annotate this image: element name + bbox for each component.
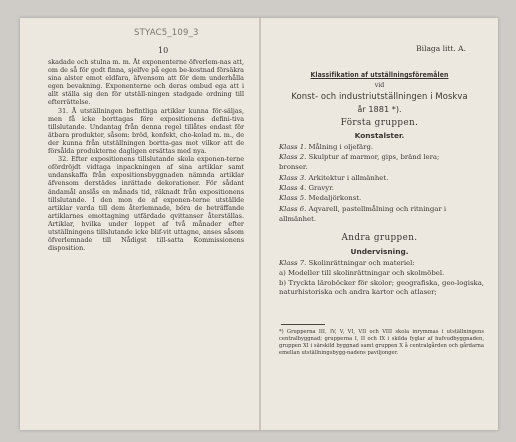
- class-label: Klass 7.: [279, 259, 307, 267]
- footnote: *) Grupperna III, IV, V, VI, VII och VIII skola inrymmas i utställningens centralbyggnad; grupperna I, II och IX i skilda fyglar af hufvudbyggnaden, gruppen XI i särskild byggnad samt gruppen X å centralgården och gårdarna emellan utställningsbygg-nadens paviljonger.: [279, 329, 484, 356]
- left-page: [20, 18, 259, 430]
- class-text: Arkitektur i allmänhet.: [308, 174, 389, 182]
- class-item: [279, 143, 484, 151]
- class-text: allmänhet.: [279, 215, 317, 223]
- paragraph: skadade och stulna m. m. Åt exponenterne öfverlem-nas att, om de så för godt finna, sjelfve på egen be-kostnad försäkra sina alster emot eldfara, äfvensom att för dem underhålla egen bevakning. Exponenterne och deras ombud ega att i allt ställa sig den för utställ-ningen stadgade ordning till efterrättelse.: [48, 58, 244, 107]
- page-number: 10: [158, 46, 169, 55]
- paragraph: 32. Efter expositionens tillslutande skola exponen-terne ofördröjdt vidtaga inpackningen af sina artiklar samt undanskaffa från expositionsbyggnaden nämnda artiklar äfvensom derstädes inrättade dekorationer. För sådant ändamål anslås en månads tid, räknadt från expositionens tillslutande. I den mon de af exponen-terne utställde artiklar varda till dem återlemnade, böra de beträffande artiklarnes emottagning utfärdade qvittanser återställas. Artiklar, hvilka under loppet af två månader efter utställningens tillslutande icke blif-vit uttagne, anses såsom öfverlemnade till Nådigst till-satta Kommissionens disposition.: [48, 155, 244, 253]
- left-body-text: [48, 58, 244, 252]
- class-text: Målning i oljefärg.: [308, 143, 374, 151]
- classification-title: Klassifikation af utställningsföremålen: [310, 71, 449, 79]
- class-item: [279, 205, 484, 213]
- class-item: [279, 184, 484, 192]
- exhibition-title: Konst- och industriutställningen i Moskva: [291, 91, 468, 101]
- archive-mark: STYAC5_109_3: [134, 28, 199, 38]
- class-label: Klass 3.: [279, 174, 307, 182]
- group-2-subtitle: Undervisning.: [350, 247, 409, 256]
- sub-item-b: b) Tryckta läroböcker för skolor; geografiska, geo-logiska, naturhistoriska och andra kartor och atlaser;: [279, 279, 484, 297]
- class-text: Aqvarell, pastellmålning och ritningar i: [308, 205, 447, 213]
- vid-text: vid: [374, 82, 385, 89]
- class-text: Gravyr.: [308, 184, 334, 192]
- group-1-title: Första gruppen.: [340, 118, 419, 128]
- class-item-continuation: [279, 163, 484, 171]
- sub-item-a: a) Modeller till skolinrättningar och skolmöbel.: [279, 269, 445, 277]
- right-page: [261, 18, 498, 430]
- class-item: [279, 174, 484, 182]
- class-text: bronser.: [279, 163, 308, 171]
- class-item: [279, 153, 484, 161]
- class-label: Klass 2.: [279, 153, 307, 161]
- group-1-subtitle: Konstalster.: [354, 131, 405, 140]
- exhibition-year: år 1881 *).: [357, 104, 402, 114]
- class-label: Klass 4.: [279, 184, 307, 192]
- footnote-rule: [281, 324, 325, 325]
- group-2-title: Andra gruppen.: [341, 233, 418, 243]
- class-item: [279, 194, 484, 202]
- class-text: Skolinrättningar och materiel:: [308, 259, 415, 267]
- document-spread: [20, 18, 498, 430]
- class-label: Klass 6.: [279, 205, 307, 213]
- class-item: [279, 259, 484, 267]
- class-label: Klass 1.: [279, 143, 307, 151]
- appendix-label: Bilaga litt. A.: [416, 44, 466, 53]
- class-item-continuation: [279, 215, 484, 223]
- class-text: Skulptur af marmor, gips, bränd lera;: [308, 153, 440, 161]
- class-label: Klass 5.: [279, 194, 307, 202]
- class-text: Medaljörkonst.: [308, 194, 362, 202]
- paragraph: 31. Å utställningen befintliga artiklar kunna för-säljas, men få icke borttagas före expositionens defini-tiva tillslutande. Undantag från denna regel tillåtes endast för ätbara produkter, såsom: bröd, konfekt, cho-kolad m. m., de der kunna från utställningen bortta-gas mot vilkor att de försålda produkterne dagligen ersättas med nya.: [48, 106, 244, 156]
